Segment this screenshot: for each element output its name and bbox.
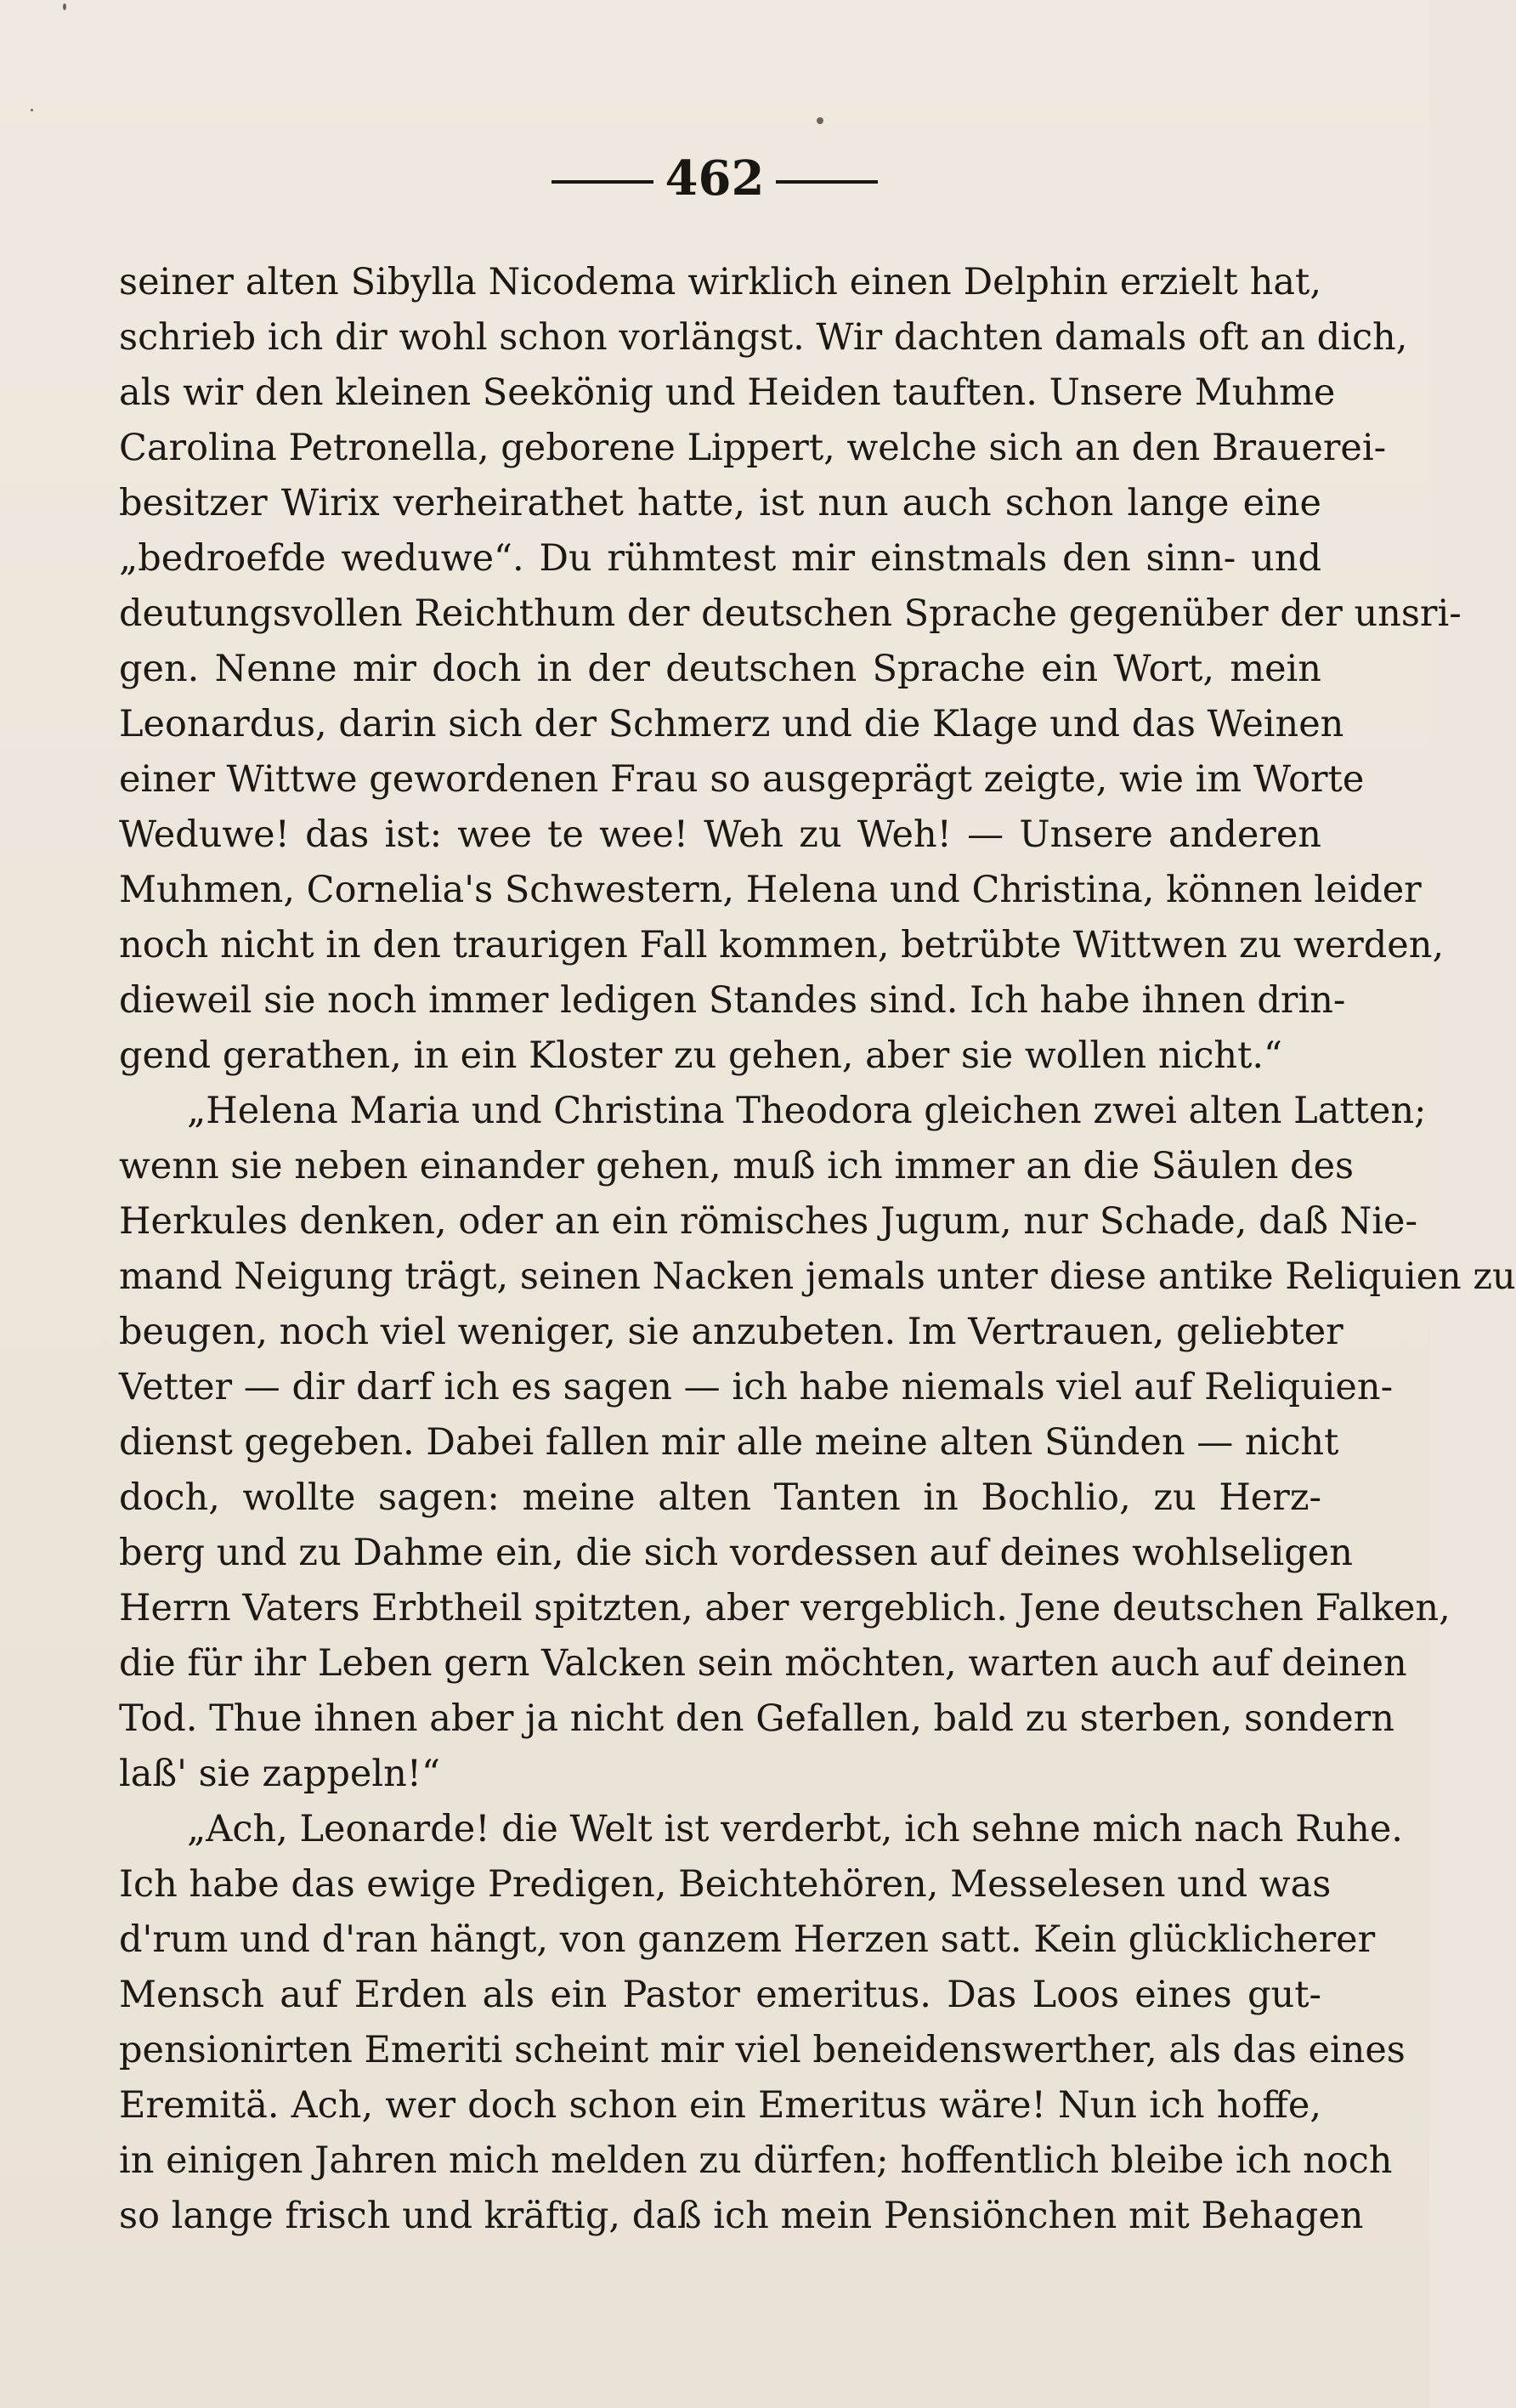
- header-rule-left: [552, 180, 653, 184]
- text-line: berg und zu Dahme ein, die sich vordessen auf deines wohlseligen: [119, 1532, 1353, 1574]
- ink-speck: [63, 3, 66, 10]
- text-line: Herrn Vaters Erbtheil spitzten, aber vergeblich. Jene deutschen Falken,: [119, 1587, 1451, 1629]
- header-rule-right: [776, 180, 878, 184]
- text-line: pensionirten Emeriti scheint mir viel beneidenswerther, als das eines: [119, 2029, 1406, 2071]
- text-line: einer Wittwe gewordenen Frau so ausgeprägt zeigte, wie im Worte: [119, 758, 1365, 801]
- text-line: als wir den kleinen Seekönig und Heiden tauften. Unsere Muhme: [119, 371, 1336, 414]
- text-line: „bedroefde weduwe“. Du rühmtest mir einstmals den sinn- und: [119, 537, 1321, 580]
- text-line: dieweil sie noch immer ledigen Standes sind. Ich habe ihnen drin-: [119, 979, 1346, 1022]
- page-number-header: [0, 149, 1429, 208]
- text-line: wenn sie neben einander gehen, muß ich immer an die Säulen des: [119, 1145, 1355, 1187]
- text-line: Weduwe! das ist: wee te wee! Weh zu Weh! — Unsere anderen: [119, 813, 1321, 856]
- text-line: Vetter — dir darf ich es sagen — ich habe niemals viel auf Reliquien-: [119, 1366, 1394, 1408]
- text-line: d'rum und d'ran hängt, von ganzem Herzen satt. Kein glücklicherer: [119, 1918, 1376, 1961]
- text-line: die für ihr Leben gern Valcken sein möchten, warten auch auf deinen: [119, 1642, 1407, 1685]
- body-text: [119, 255, 1516, 2244]
- text-line: noch nicht in den traurigen Fall kommen, betrübte Wittwen zu werden,: [119, 924, 1445, 966]
- text-line: Leonardus, darin sich der Schmerz und die Klage und das Weinen: [119, 703, 1344, 745]
- ink-speck: [31, 109, 33, 111]
- text-line: laß' sie zappeln!“: [119, 1753, 441, 1795]
- text-line: in einigen Jahren mich melden zu dürfen; hoffentlich bleibe ich noch: [119, 2139, 1393, 2182]
- ink-speck: [817, 117, 823, 124]
- text-line: „Helena Maria und Christina Theodora gleichen zwei alten Latten;: [187, 1090, 1427, 1132]
- text-line: seiner alten Sibylla Nicodema wirklich einen Delphin erzielt hat,: [119, 261, 1321, 303]
- text-line: Herkules denken, oder an ein römisches Jugum, nur Schade, daß Nie-: [119, 1200, 1417, 1243]
- text-line: Ich habe das ewige Predigen, Beichtehören, Messelesen und was: [119, 1863, 1332, 1906]
- text-line: gen. Nenne mir doch in der deutschen Sprache ein Wort, mein: [119, 648, 1321, 690]
- text-line: Mensch auf Erden als ein Pastor emeritus. Das Loos eines gut-: [119, 1974, 1321, 2016]
- text-line: beugen, noch viel weniger, sie anzubeten. Im Vertrauen, geliebter: [119, 1311, 1343, 1353]
- text-line: mand Neigung trägt, seinen Nacken jemals unter diese antike Reliquien zu: [119, 1255, 1516, 1298]
- text-line: deutungsvollen Reichthum der deutschen Sprache gegenüber der unsri-: [119, 592, 1462, 635]
- text-line: so lange frisch und kräftig, daß ich mein Pensiönchen mit Behagen: [119, 2195, 1364, 2237]
- page-number: 462: [665, 150, 765, 207]
- text-line: gend gerathen, in ein Kloster zu gehen, aber sie wollen nicht.“: [119, 1034, 1283, 1077]
- text-line: schrieb ich dir wohl schon vorlängst. Wir dachten damals oft an dich,: [119, 316, 1408, 359]
- text-line: Carolina Petronella, geborene Lippert, welche sich an den Brauerei-: [119, 427, 1387, 469]
- text-line: Eremitä. Ach, wer doch schon ein Emeritus wäre! Nun ich hoffe,: [119, 2084, 1321, 2127]
- text-line: besitzer Wirix verheirathet hatte, ist nun auch schon lange eine: [119, 482, 1321, 524]
- text-line: dienst gegeben. Dabei fallen mir alle meine alten Sünden — nicht: [119, 1421, 1339, 1464]
- text-line: doch, wollte sagen: meine alten Tanten in Bochlio, zu Herz-: [119, 1476, 1321, 1519]
- text-line: Tod. Thue ihnen aber ja nicht den Gefallen, bald zu sterben, sondern: [119, 1697, 1394, 1740]
- text-line: „Ach, Leonarde! die Welt ist verderbt, ich sehne mich nach Ruhe.: [187, 1808, 1403, 1850]
- text-line: Muhmen, Cornelia's Schwestern, Helena und Christina, können leider: [119, 869, 1422, 911]
